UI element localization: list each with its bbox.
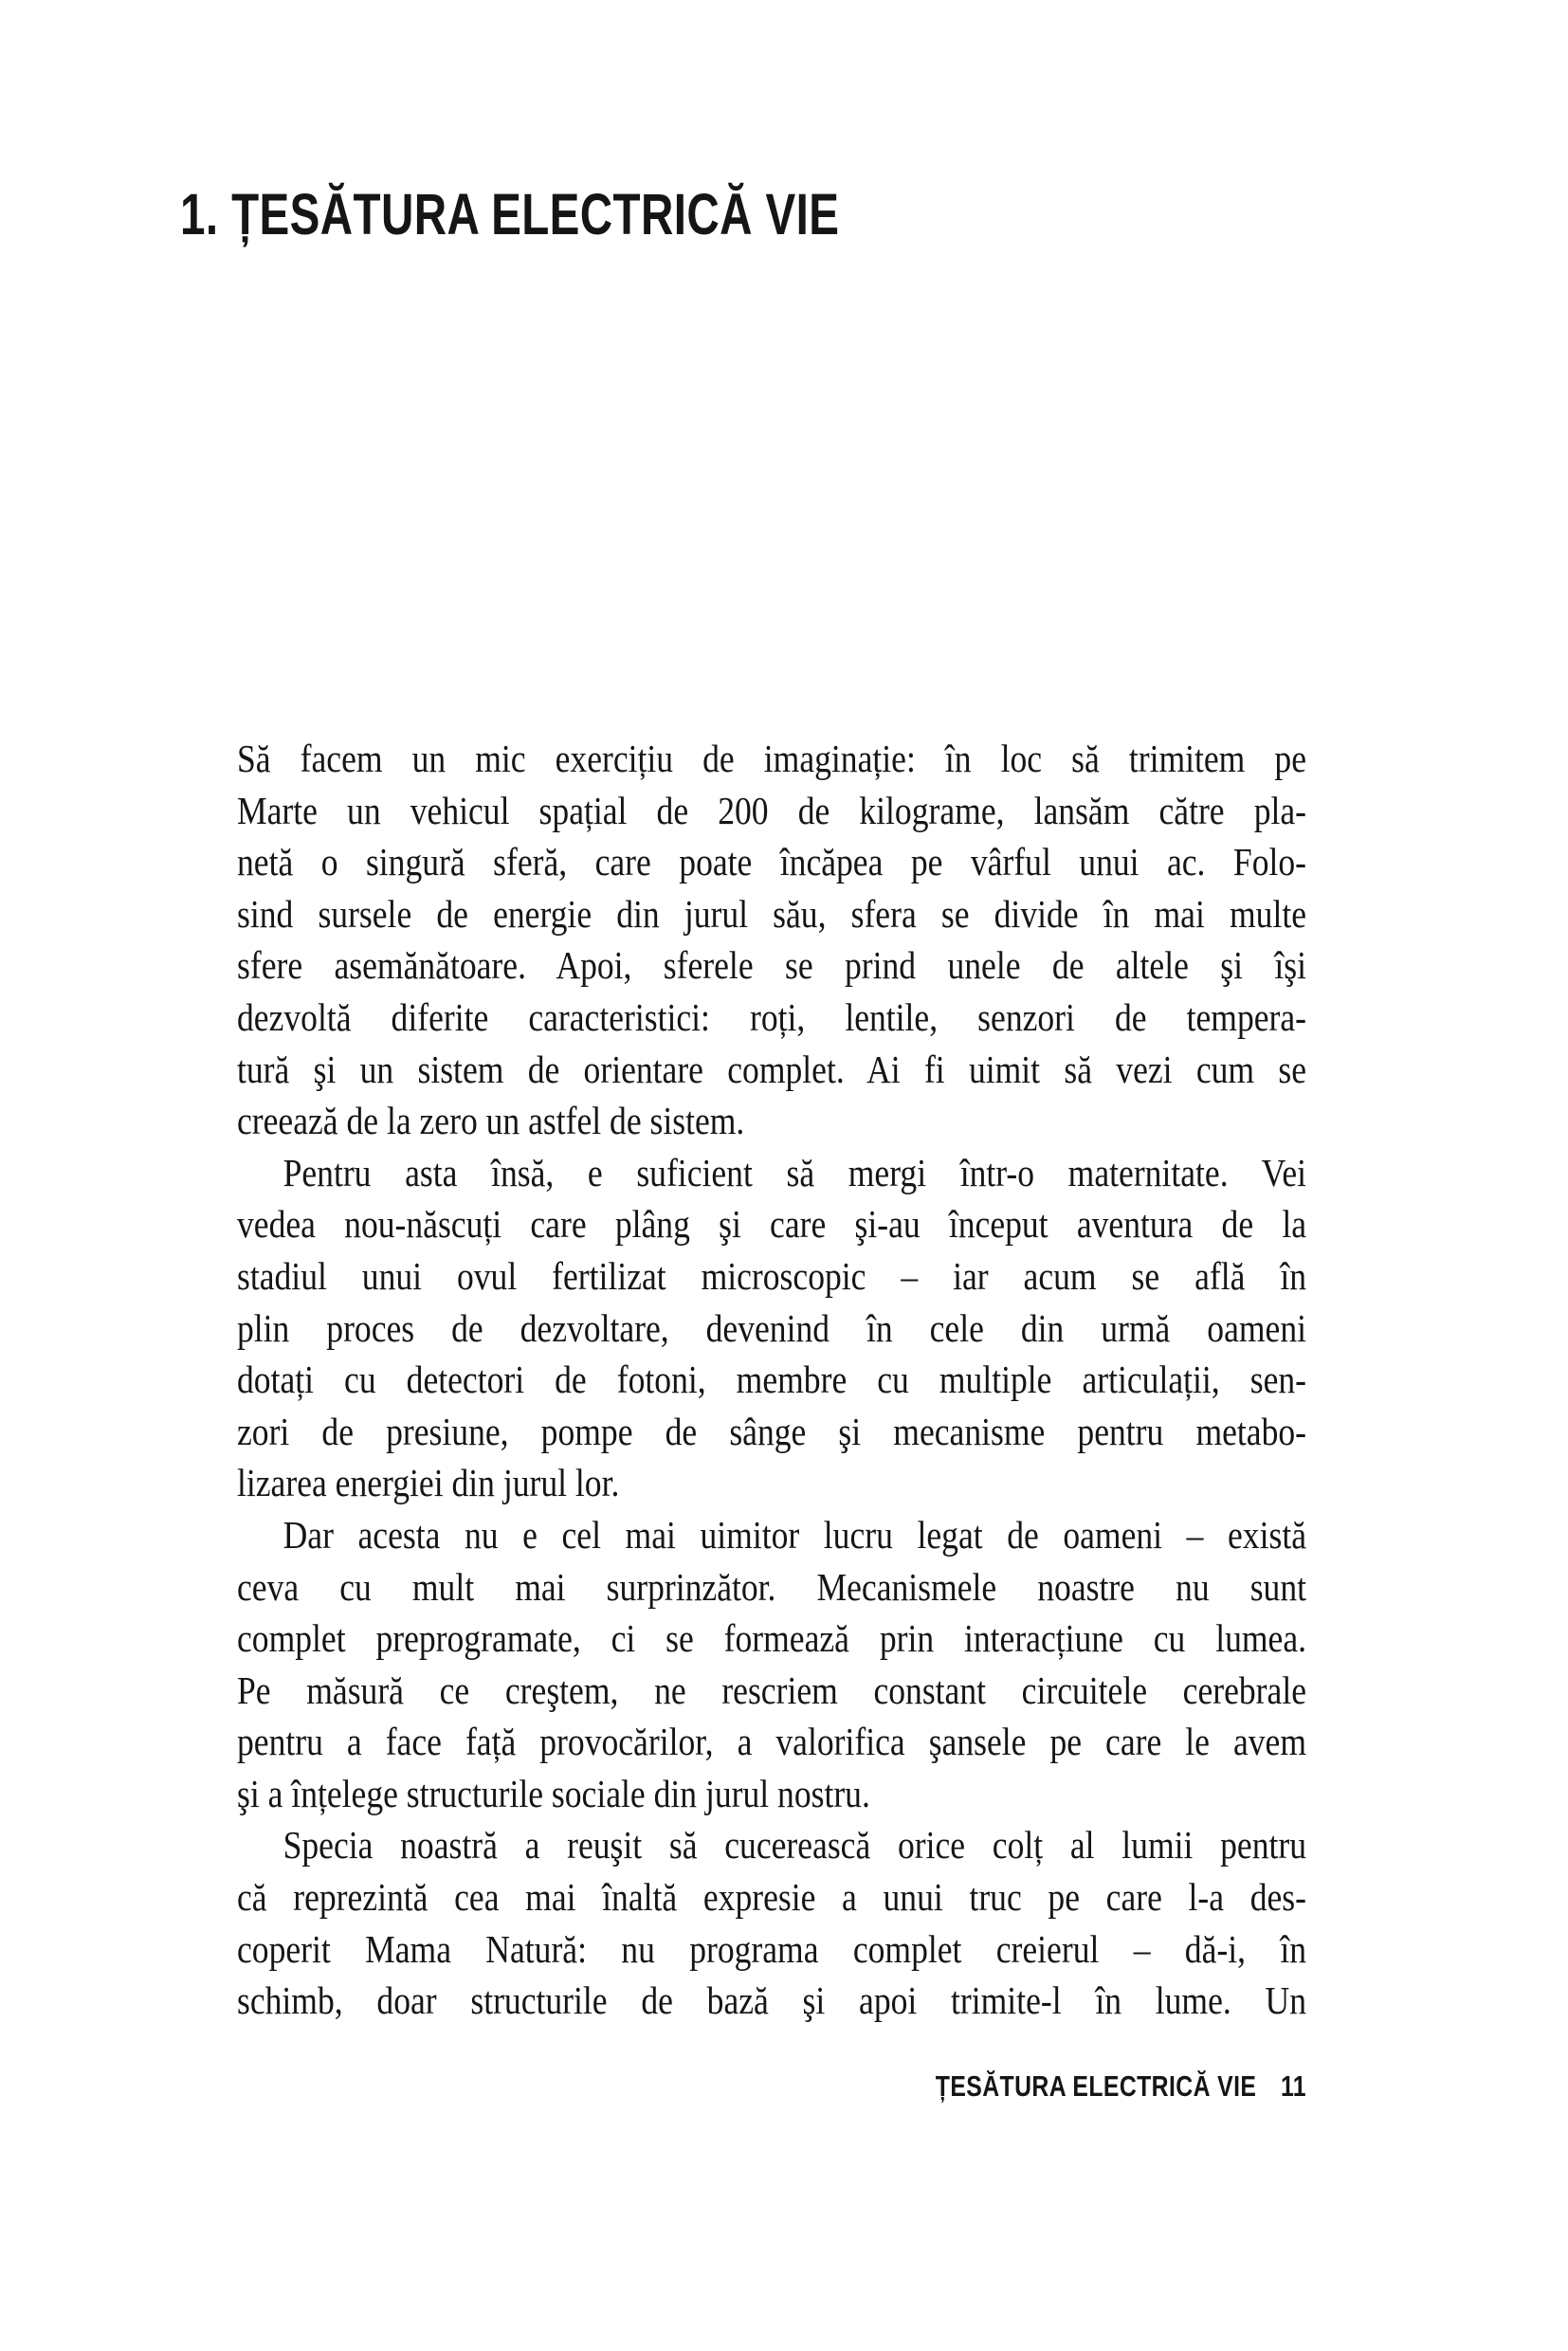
paragraph	[237, 1147, 1306, 1509]
text-line: creează de la zero un astfel de sistem.	[237, 1099, 745, 1143]
text-line: ceva cu mult mai surprinzător. Mecanismele noastre nu sunt	[237, 1564, 1307, 1609]
text-line: Pentru asta însă, e suficient să mergi într-o maternitate. Vei	[283, 1150, 1307, 1194]
text-line: complet preprogramate, ci se formează prin interacțiune cu lumea.	[237, 1616, 1307, 1661]
body-text	[237, 733, 1306, 2027]
paragraph	[237, 1509, 1306, 1820]
text-line: dotați cu detectori de fotoni, membre cu multiple articulații, sen-	[237, 1358, 1307, 1402]
text-line: Pe măsură ce creştem, ne rescriem constant circuitele cerebrale	[237, 1668, 1307, 1712]
text-line: stadiul unui ovul fertilizat microscopic – iar acum se află în	[237, 1253, 1307, 1298]
text-line: sfere asemănătoare. Apoi, sferele se prind unele de altele şi îşi	[237, 943, 1307, 988]
footer-inner	[936, 2069, 1306, 2104]
text-line: netă o singură sferă, care poate încăpea pe vârful unui ac. Folo-	[237, 840, 1307, 884]
text-line: dezvoltă diferite caracteristici: roți, lentile, senzori de tempera-	[237, 994, 1307, 1039]
chapter-title: 1. ȚESĂTURA ELECTRICĂ VIE	[180, 182, 840, 246]
page-footer	[237, 2069, 1306, 2104]
paragraph	[237, 733, 1306, 1147]
text-line: zori de presiune, pompe de sânge şi mecanisme pentru metabo-	[237, 1409, 1307, 1453]
text-line: sind sursele de energie din jurul său, sfera se divide în mai multe	[237, 891, 1307, 936]
text-line: lizarea energiei din jurul lor.	[237, 1461, 620, 1505]
text-line: vedea nou-născuți care plâng şi care şi-au început aventura de la	[237, 1202, 1307, 1247]
text-line: Să facem un mic exercițiu de imaginație: în loc să trimitem pe	[237, 737, 1307, 780]
text-line: şi a înțelege structurile sociale din jurul nostru.	[237, 1771, 870, 1815]
text-line: schimb, doar structurile de bază şi apoi trimite-l în lume. Un	[237, 1978, 1307, 2023]
text-line: coperit Mama Natură: nu programa complet creierul – dă-i, în	[237, 1926, 1307, 1971]
text-line: Dar acesta nu e cel mai uimitor lucru legat de oameni – există	[283, 1512, 1307, 1557]
text-line: pentru a face față provocărilor, a valorifica şansele pe care le avem	[237, 1720, 1307, 1764]
running-title: ȚESĂTURA ELECTRICĂ VIE	[935, 2069, 1257, 2103]
text-line: plin proces de dezvoltare, devenind în cele din urmă oameni	[237, 1305, 1307, 1350]
page-number: 11	[1280, 2069, 1306, 2103]
text-line: Marte un vehicul spațial de 200 de kilograme, lansăm către pla-	[237, 788, 1307, 832]
text-line: Specia noastră a reuşit să cucerească orice colț al lumii pentru	[283, 1823, 1307, 1868]
paragraph	[237, 1819, 1306, 2026]
text-line: că reprezintă cea mai înaltă expresie a unui truc pe care l-a des-	[237, 1875, 1307, 1920]
text-line: tură şi un sistem de orientare complet. Ai fi uimit să vezi cum se	[237, 1047, 1307, 1091]
